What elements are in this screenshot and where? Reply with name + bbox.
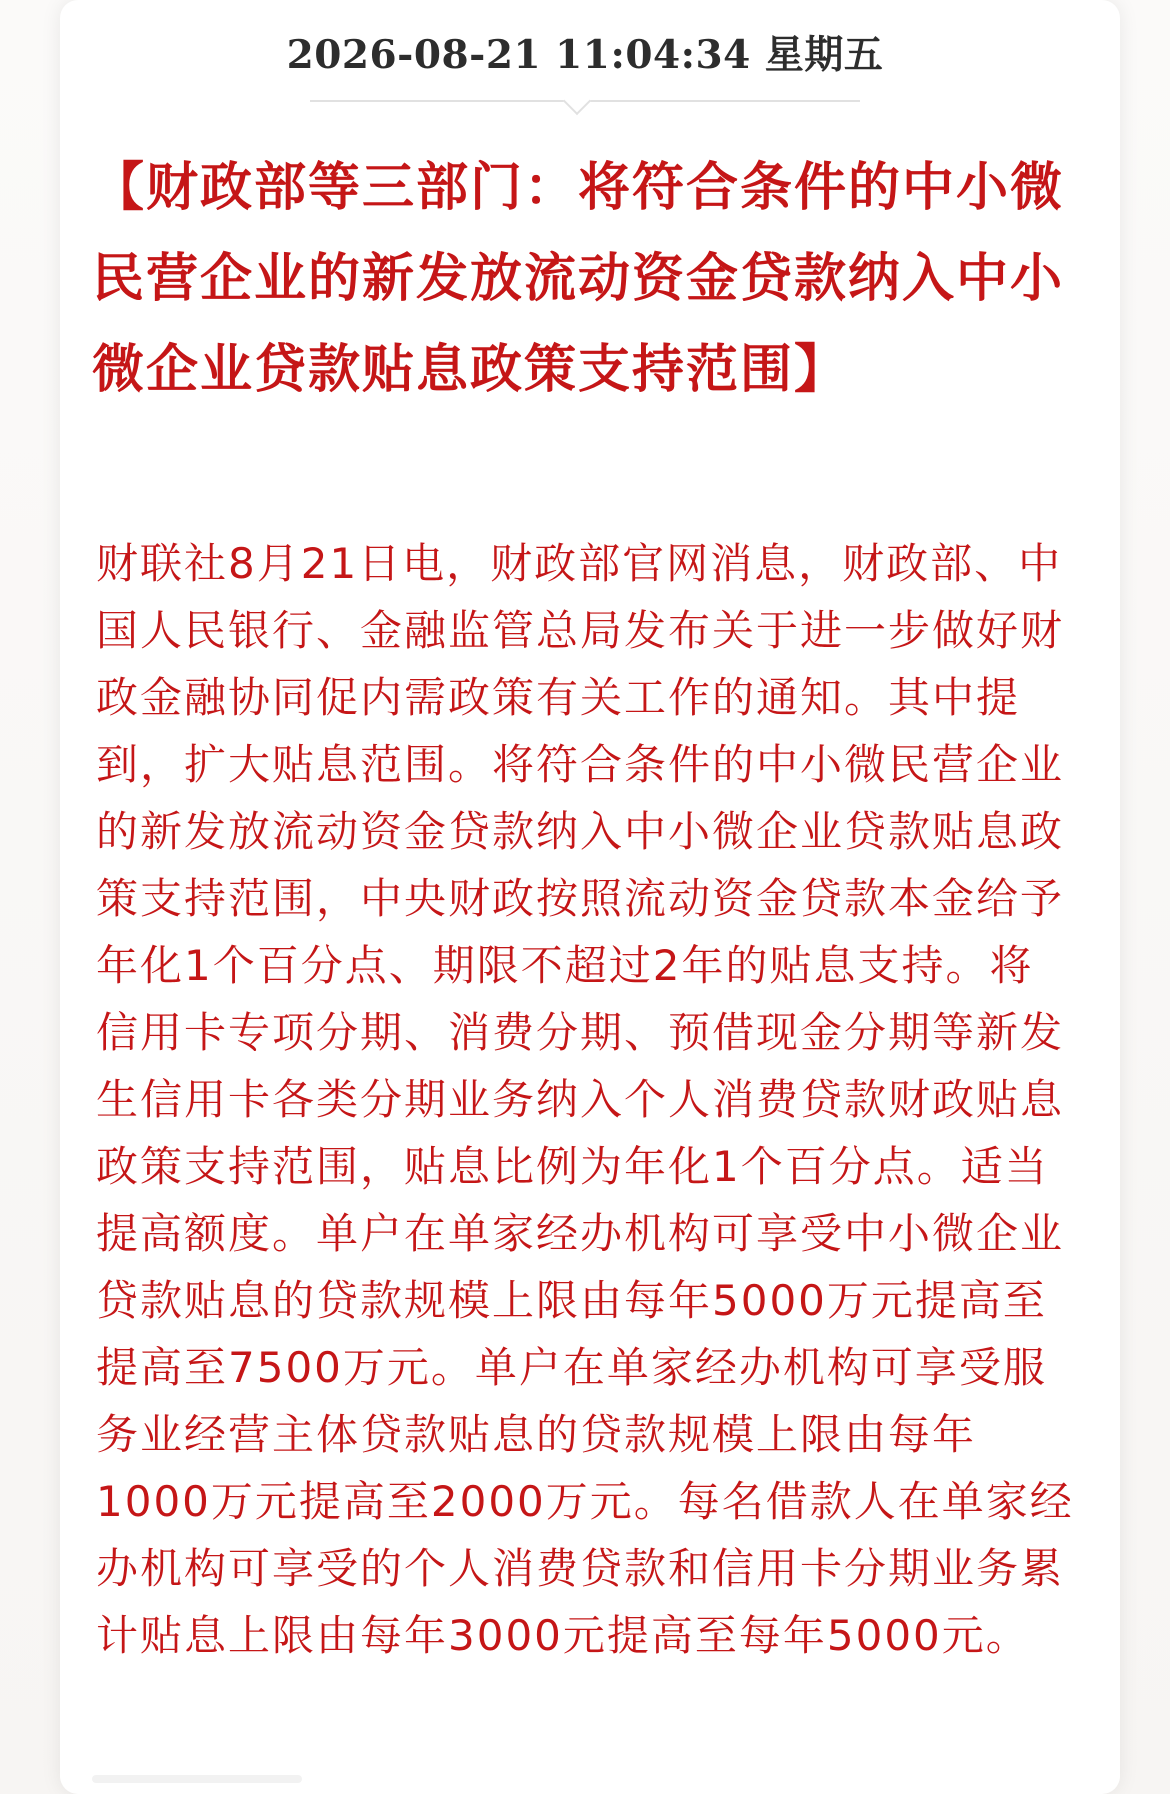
timestamp: 2026-08-21 11:04:34 星期五	[286, 32, 884, 78]
timestamp-row	[0, 24, 1170, 80]
article-body: 财联社8月21日电，财政部官网消息，财政部、中国人民银行、金融监管总局发布关于进一步做好财政金融协同促内需政策有关工作的通知。其中提到，扩大贴息范围。将符合条件的中小微民营企业的新发放流动资金贷款纳入中小微企业贷款贴息政策支持范围，中央财政按照流动资金贷款本金给予年化1个百分点、期限不超过2年的贴息支持。将信用卡专项分期、消费分期、预借现金分期等新发生信用卡各类分期业务纳入个人消费贷款财政贴息政策支持范围，贴息比例为年化1个百分点。适当提高额度。单户在单家经办机构可享受中小微企业贷款贴息的贷款规模上限由每年5000万元提高至提高至7500万元。单户在单家经办机构可享受服务业经营主体贷款贴息的贷款规模上限由每年1000万元提高至2000万元。每名借款人在单家经办机构可享受的个人消费贷款和信用卡分期业务累计贴息上限由每年3000元提高至每年5000元。	[96, 539, 1074, 1660]
bottom-divider	[92, 1775, 302, 1783]
article-title: 【财政部等三部门：将符合条件的中小微民营企业的新发放流动资金贷款纳入中小微企业贷款贴息政策支持范围】	[92, 157, 1065, 400]
